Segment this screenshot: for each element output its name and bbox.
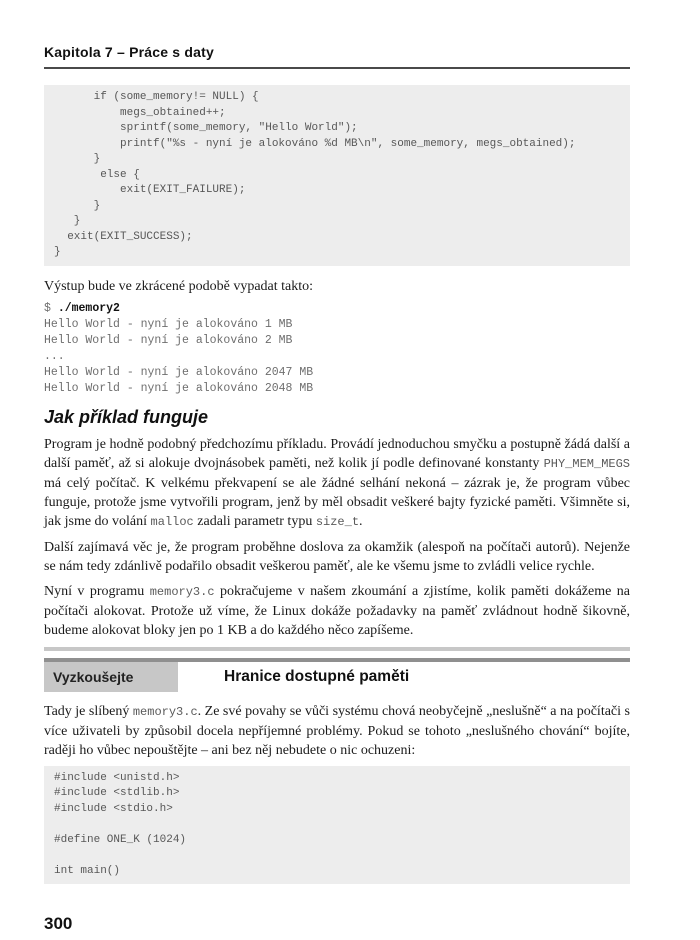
code-line: #include <stdio.h> bbox=[54, 802, 173, 815]
code-line: } bbox=[54, 153, 101, 165]
terminal-line: ... bbox=[44, 349, 65, 363]
code-line: #include <unistd.h> bbox=[54, 771, 180, 784]
paragraph-4 bbox=[44, 702, 630, 760]
terminal-line: Hello World - nyní je alokováno 1 MB bbox=[44, 317, 293, 331]
tryout-label bbox=[44, 662, 178, 692]
code-line: exit(EXIT_FAILURE); bbox=[54, 184, 246, 196]
paragraph-1 bbox=[44, 435, 630, 532]
code-line: #include <stdlib.h> bbox=[54, 787, 180, 799]
paragraph-text: Program je hodně podobný předchozímu příkladu. Provádí jednoduchou smyčku a postupně žádá další a další paměť, až si alokuje dvojnásobek paměti, než kolik jí podle definované konstanty bbox=[44, 436, 630, 471]
code-line: } bbox=[54, 215, 81, 227]
code-line: megs_obtained++; bbox=[54, 106, 226, 119]
code-line: int main() bbox=[54, 864, 121, 877]
section-heading: Jak příklad funguje bbox=[44, 406, 209, 427]
paragraph-text: Nyní v programu bbox=[44, 583, 150, 599]
code-line: if (some_memory!= NULL) { bbox=[54, 91, 259, 103]
section-divider-rule bbox=[44, 647, 630, 651]
code-line: sprintf(some_memory, "Hello World"); bbox=[54, 122, 358, 134]
tryout-title: Hranice dostupné paměti bbox=[224, 667, 410, 685]
paragraph-text: Tady je slíbený bbox=[44, 703, 133, 719]
paragraph-3 bbox=[44, 582, 630, 640]
tryout-box-header bbox=[44, 658, 630, 692]
code-line: #define ONE_K (1024) bbox=[54, 833, 187, 846]
paragraph-text: . bbox=[359, 513, 363, 529]
page-number: 300 bbox=[44, 914, 73, 933]
code-block-memory2 bbox=[44, 85, 630, 266]
terminal-prompt-line bbox=[44, 301, 630, 317]
code-line bbox=[54, 848, 620, 864]
tryout-label-text: Vyzkoušejte bbox=[53, 668, 134, 685]
terminal-line: Hello World - nyní je alokováno 2047 MB bbox=[44, 365, 314, 379]
inline-code: PHY_MEM_MEGS bbox=[543, 456, 630, 471]
paragraph-2 bbox=[44, 538, 630, 576]
running-head-rule bbox=[44, 67, 630, 69]
terminal-line: Hello World - nyní je alokováno 2 MB bbox=[44, 333, 293, 347]
page-content bbox=[44, 44, 630, 934]
terminal-output bbox=[44, 301, 630, 397]
command-text: ./memory2 bbox=[57, 301, 120, 315]
paragraph-text: . Ze své povahy se vůči systému chová neobyčejně „neslušně“ a na počítači s více uživateli by způsobil docela nepříjemné problémy. Pokud se tohoto „neslušného chování“ bojíte, raději ho vůbec nepouštějte – ani bez něj nebudete o nic ochuzeni: bbox=[44, 703, 630, 758]
code-line: } bbox=[54, 199, 101, 212]
output-intro-text: Výstup bude ve zkrácené podobě vypadat takto: bbox=[44, 278, 314, 294]
code-line: exit(EXIT_SUCCESS); bbox=[54, 230, 193, 243]
paragraph-text: Další zajímavá věc je, že program proběhne doslova za okamžik (alespoň na počítači autorů). Nejenže se nám tedy zdánlivě podařilo obsadit veškerou paměť, ale ke všemu jsme to zvládli velice rychle. bbox=[44, 539, 630, 574]
inline-code: memory3.c bbox=[132, 704, 198, 719]
paragraph-text: pokračujeme v našem zkoumání a zjistíme, kolik paměti dokážeme na počítači alokovat. Protože už víme, že Linux dokáže požadavky na paměť zvládnout hodně šikovně, budeme alokovat bloky jen po 1 KB a do každého něco zapíšeme. bbox=[44, 583, 630, 638]
inline-code: malloc bbox=[150, 514, 194, 529]
code-line bbox=[54, 817, 620, 833]
running-head: Kapitola 7 – Práce s daty bbox=[44, 44, 214, 60]
paragraph-text: má celý počítač. K velkému překvapení se ale žádné selhání nekoná – zázrak je, že program vůbec funguje, protože jsme vytvořili program, jenž by měl obsadit veškeré bajty fyzické paměti. Všimněte si, jak jsme do volání bbox=[44, 475, 630, 529]
prompt-symbol: $ bbox=[44, 301, 58, 315]
inline-code: memory3.c bbox=[149, 584, 215, 599]
paragraph-text: zadali parametr typu bbox=[193, 513, 316, 529]
code-line: } bbox=[54, 246, 61, 258]
inline-code: size_t bbox=[315, 514, 360, 529]
code-block-memory3 bbox=[44, 766, 630, 885]
terminal-line: Hello World - nyní je alokováno 2048 MB bbox=[44, 381, 314, 395]
code-line: else { bbox=[54, 168, 140, 181]
code-line: printf("%s - nyní je alokováno %d MB\n", some_memory, megs_obtained); bbox=[54, 137, 576, 150]
